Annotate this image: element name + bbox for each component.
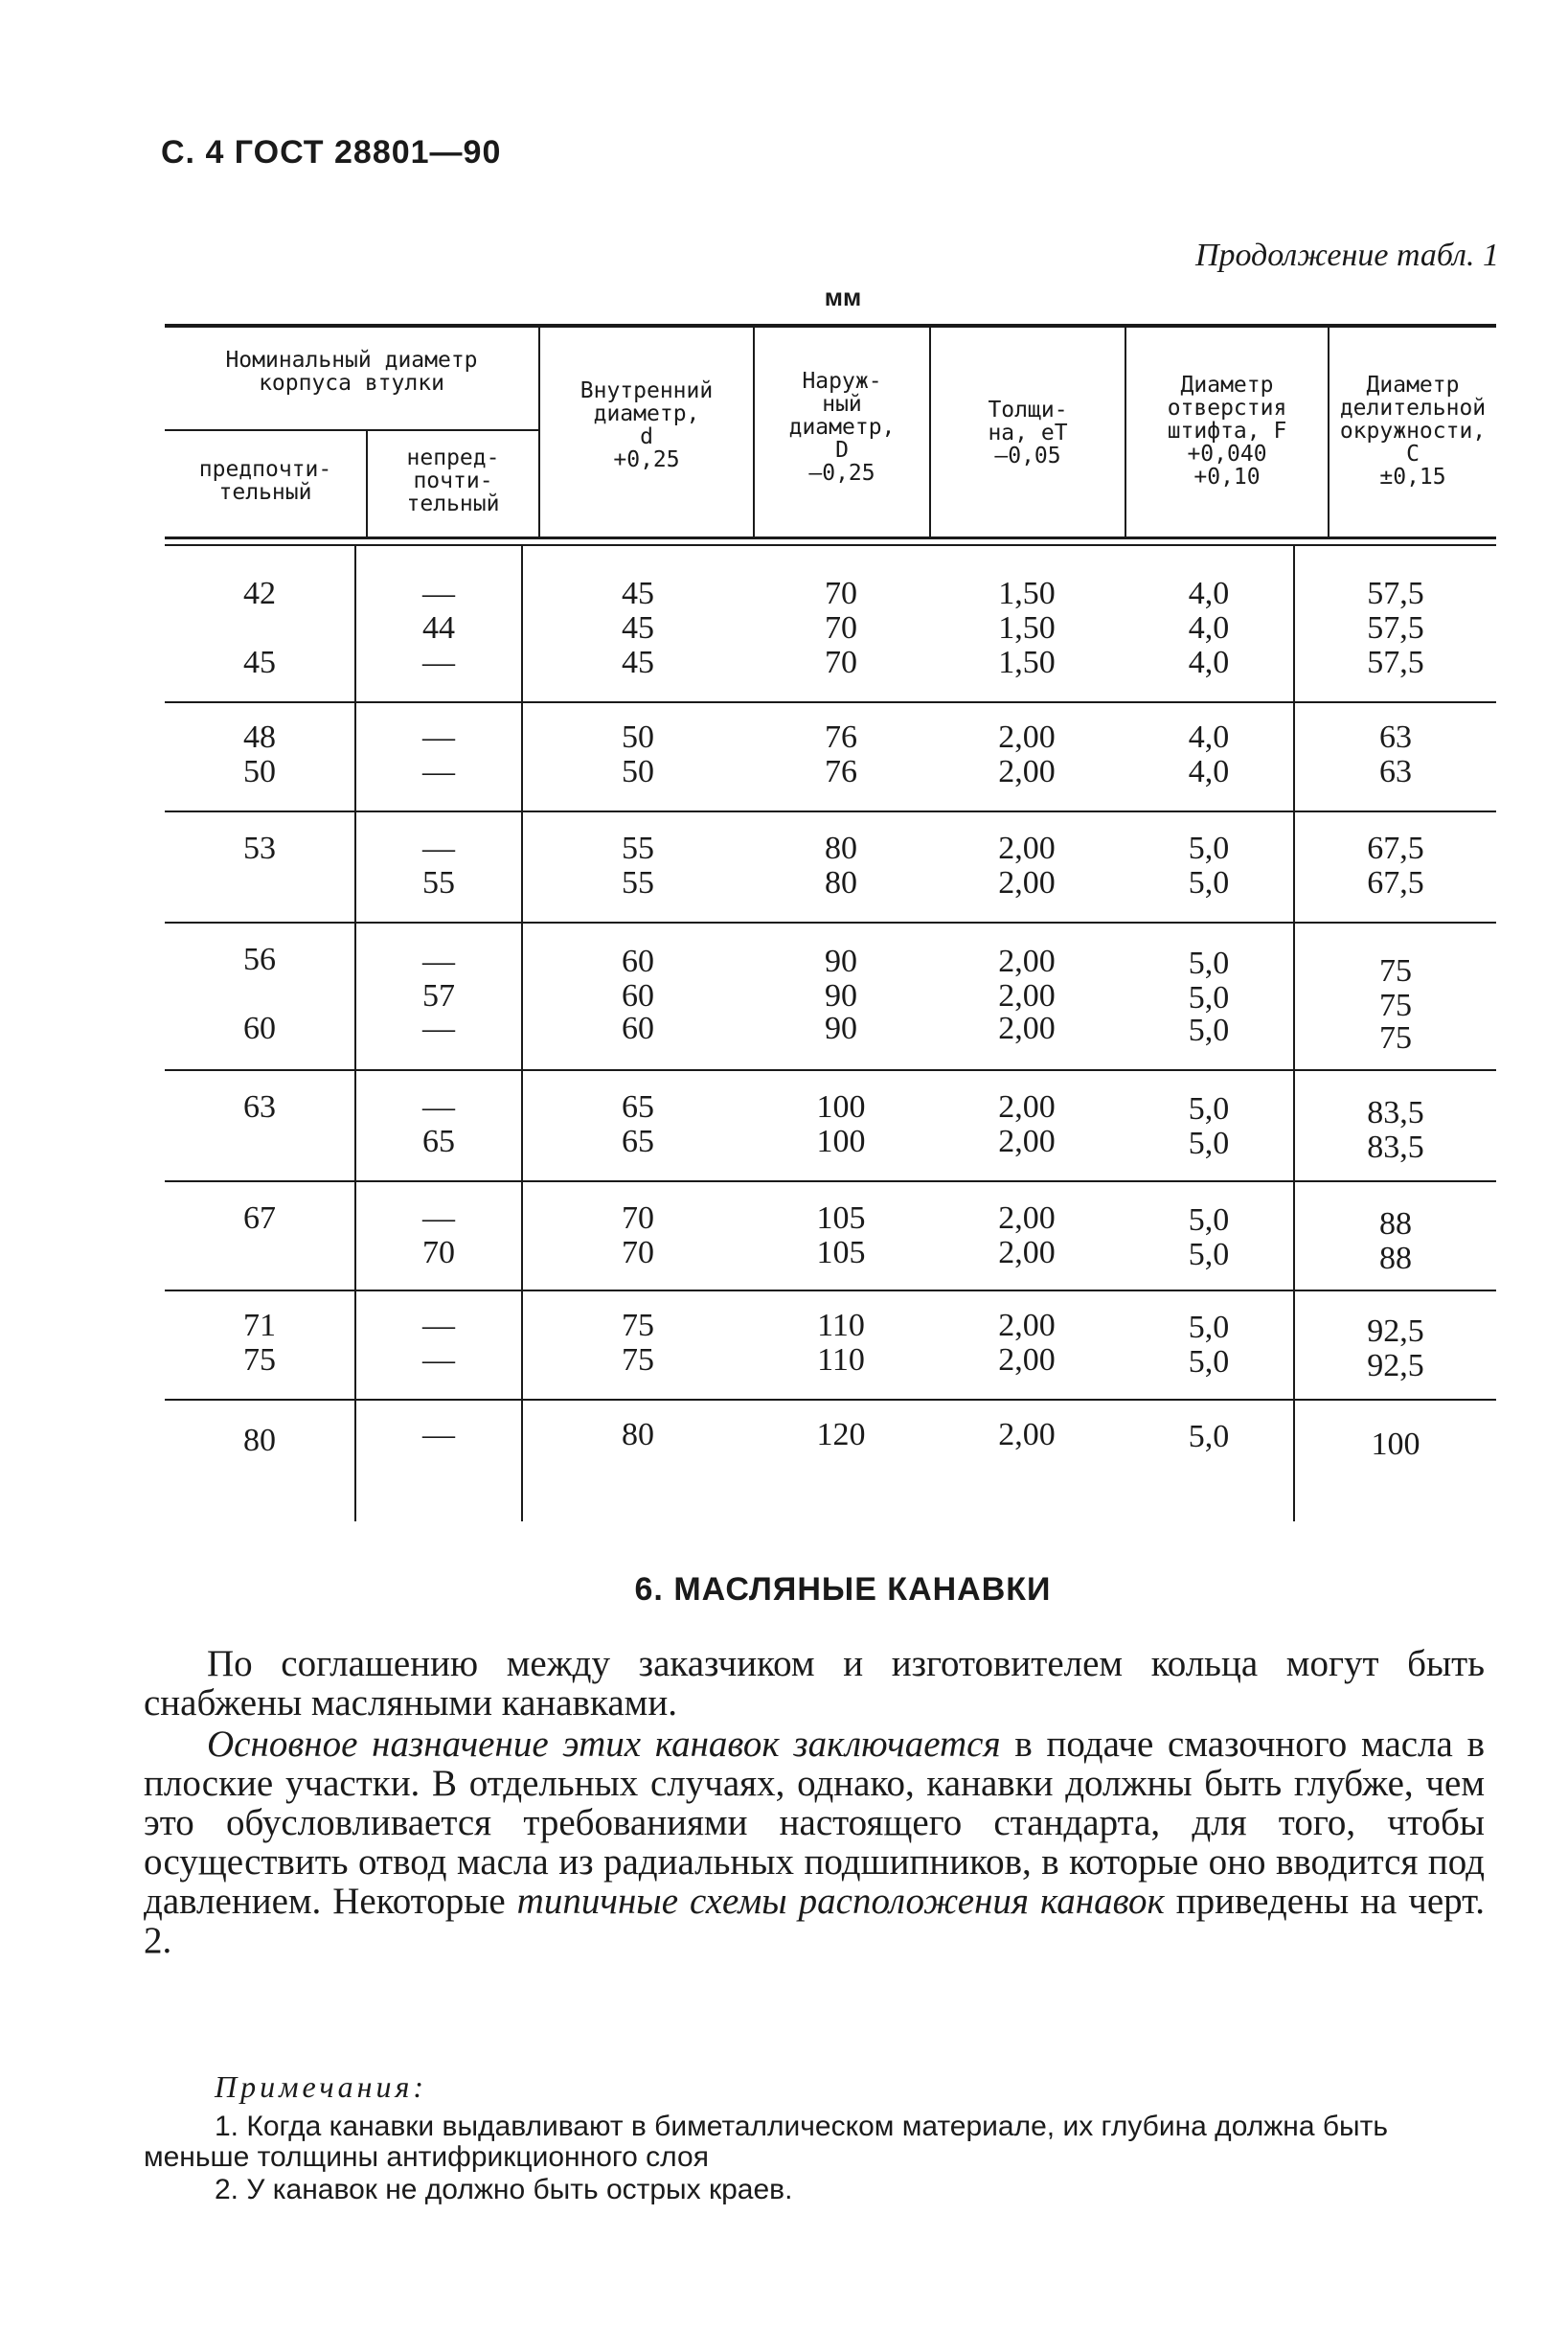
cell-pin-diameter: 5,0 [1188,1091,1230,1127]
cell-outer-diameter: 90 [825,944,857,979]
cell-pitch-diameter: 57,5 [1367,576,1424,611]
cell-thickness: 2,00 [998,1308,1056,1343]
cell-preferred: 50 [243,754,276,789]
paragraph-2-italic-phrase: типичные схемы расположения канавок [516,1881,1165,1922]
cell-thickness: 1,50 [998,610,1056,646]
cell-outer-diameter: 76 [825,754,857,789]
cell-inner-diameter: 60 [622,1011,654,1046]
cell-pitch-diameter: 100 [1371,1427,1420,1462]
cell-preferred: 75 [243,1342,276,1378]
header-nominal-diameter: Номинальный диаметр корпуса втулки [225,348,478,396]
cell-non-preferred: — [422,1342,455,1378]
cell-thickness: 2,00 [998,865,1056,901]
cell-thickness: 1,50 [998,645,1056,680]
cell-inner-diameter: 45 [622,610,654,646]
cell-non-preferred: 44 [422,610,455,646]
cell-pitch-diameter: 88 [1379,1206,1412,1242]
cell-preferred: 48 [243,719,276,755]
cell-thickness: 2,00 [998,754,1056,789]
cell-non-preferred: — [422,719,455,755]
cell-thickness: 2,00 [998,978,1056,1014]
cell-non-preferred: — [422,1308,455,1343]
cell-outer-diameter: 100 [816,1124,866,1159]
header-divider [538,328,540,537]
cell-outer-diameter: 110 [817,1308,865,1343]
cell-pin-diameter: 5,0 [1188,1237,1230,1272]
group-separator [165,1069,1496,1071]
cell-inner-diameter: 55 [622,865,654,901]
cell-pitch-diameter: 92,5 [1367,1313,1424,1349]
cell-non-preferred: — [422,576,455,611]
cell-pitch-diameter: 63 [1379,754,1412,789]
cell-inner-diameter: 65 [622,1124,654,1159]
header-non-preferred: непред- почти- тельный [406,445,500,516]
cell-thickness: 2,00 [998,1235,1056,1270]
cell-outer-diameter: 105 [816,1200,866,1236]
cell-pin-diameter: 5,0 [1188,1126,1230,1161]
cell-pitch-diameter: 63 [1379,719,1412,755]
cell-pin-diameter: 5,0 [1188,865,1230,901]
cell-pitch-diameter: 88 [1379,1241,1412,1276]
paragraph-2-end: приведены на черт. 2. [144,1881,1485,1961]
cell-outer-diameter: 80 [825,865,857,901]
cell-thickness: 2,00 [998,1089,1056,1125]
cell-preferred: 80 [243,1423,276,1458]
paragraph-2-body: в подаче смазочного масла в плоские участки. В отдельных случаях, однако, канавки должны быть глубже, чем это обусловливается требованиями настоящего стандарта, для того, чтобы осуществить отвод масла из радиальных подшипников, в которые оно вводится под давлением. Некоторые [144,1724,1486,1922]
paragraph-1: По соглашению между заказчиком и изготовителем кольца могут быть снабжены масляными канавками. [144,1643,1485,1724]
note-item: 1. Когда канавки выдавливают в биметаллическом материале, их глубина должна быть меньше толщины антифрикционного слоя [144,2111,1388,2173]
cell-pin-diameter: 4,0 [1188,754,1230,789]
cell-pin-diameter: 5,0 [1188,1344,1230,1380]
cell-non-preferred: 65 [422,1124,455,1159]
header-outer-diameter: Наруж- ный диаметр, D —0,25 [788,369,896,486]
cell-outer-diameter: 110 [817,1342,865,1378]
header-sub-rule [165,429,538,431]
cell-outer-diameter: 80 [825,831,857,866]
notes-title: Примечания: [215,2069,427,2104]
cell-pin-diameter: 5,0 [1188,831,1230,866]
table-top-rule [165,324,1496,328]
cell-preferred: 53 [243,831,276,866]
header-divider [1125,328,1126,537]
cell-non-preferred: 57 [422,978,455,1014]
cell-preferred: 60 [243,1011,276,1046]
group-separator [165,1180,1496,1182]
cell-inner-diameter: 75 [622,1308,654,1343]
cell-pitch-diameter: 83,5 [1367,1095,1424,1130]
cell-outer-diameter: 100 [816,1089,866,1125]
cell-inner-diameter: 50 [622,719,654,755]
cell-pin-diameter: 5,0 [1188,946,1230,981]
units-label: мм [824,283,862,311]
cell-pitch-diameter: 83,5 [1367,1130,1424,1165]
cell-pitch-diameter: 92,5 [1367,1348,1424,1383]
cell-inner-diameter: 60 [622,978,654,1014]
cell-thickness: 2,00 [998,831,1056,866]
cell-non-preferred: — [422,1089,455,1125]
cell-inner-diameter: 75 [622,1342,654,1378]
cell-non-preferred: 55 [422,865,455,901]
cell-preferred: 42 [243,576,276,611]
cell-inner-diameter: 70 [622,1200,654,1236]
cell-outer-diameter: 76 [825,719,857,755]
cell-preferred: 45 [243,645,276,680]
cell-non-preferred: — [422,1417,455,1452]
cell-non-preferred: — [422,1011,455,1046]
cell-inner-diameter: 65 [622,1089,654,1125]
cell-pitch-diameter: 75 [1379,988,1412,1023]
cell-pin-diameter: 4,0 [1188,645,1230,680]
cell-pin-diameter: 4,0 [1188,576,1230,611]
cell-inner-diameter: 50 [622,754,654,789]
cell-pitch-diameter: 67,5 [1367,865,1424,901]
group-separator [165,811,1496,812]
header-preferred: предпочти- тельный [198,457,332,505]
cell-outer-diameter: 70 [825,610,857,646]
cell-outer-diameter: 105 [816,1235,866,1270]
cell-non-preferred: — [422,754,455,789]
cell-thickness: 1,50 [998,576,1056,611]
cell-thickness: 2,00 [998,1011,1056,1046]
header-divider [929,328,931,537]
group-separator [165,922,1496,924]
cell-pin-diameter: 5,0 [1188,1202,1230,1238]
cell-preferred: 56 [243,942,276,977]
cell-pin-diameter: 5,0 [1188,1013,1230,1048]
page-header: С. 4 ГОСТ 28801—90 [161,134,502,171]
header-divider [1328,328,1329,537]
cell-pin-diameter: 5,0 [1188,1419,1230,1454]
cell-pin-diameter: 4,0 [1188,719,1230,755]
cell-outer-diameter: 90 [825,978,857,1014]
cell-inner-diameter: 45 [622,576,654,611]
cell-preferred: 71 [243,1308,276,1343]
cell-pin-diameter: 5,0 [1188,1310,1230,1345]
header-divider [366,431,368,537]
dimensions-table [165,324,1496,1521]
section-title: 6. МАСЛЯНЫЕ КАНАВКИ [634,1571,1052,1608]
cell-thickness: 2,00 [998,719,1056,755]
cell-outer-diameter: 120 [816,1417,866,1452]
cell-non-preferred: — [422,645,455,680]
cell-preferred: 63 [243,1089,276,1125]
cell-pitch-diameter: 57,5 [1367,645,1424,680]
cell-outer-diameter: 70 [825,645,857,680]
cell-thickness: 2,00 [998,1200,1056,1236]
cell-pitch-diameter: 57,5 [1367,610,1424,646]
header-pitch-diameter: Диаметр делительной окружности, C ±0,15 [1339,373,1487,490]
cell-thickness: 2,00 [998,1417,1056,1452]
cell-non-preferred: — [422,1200,455,1236]
cell-pin-diameter: 4,0 [1188,610,1230,646]
note-item: 2. У канавок не должно быть острых краев. [215,2174,793,2205]
cell-thickness: 2,00 [998,1124,1056,1159]
table-continuation-label: Продолжение табл. 1 [1194,238,1499,273]
cell-thickness: 2,00 [998,944,1056,979]
cell-pitch-diameter: 75 [1379,953,1412,989]
group-separator [165,701,1496,703]
cell-inner-diameter: 70 [622,1235,654,1270]
cell-thickness: 2,00 [998,1342,1056,1378]
cell-inner-diameter: 45 [622,645,654,680]
cell-inner-diameter: 80 [622,1417,654,1452]
cell-non-preferred: — [422,831,455,866]
paragraph-2 [144,1724,1485,1960]
cell-pin-diameter: 5,0 [1188,980,1230,1016]
cell-inner-diameter: 55 [622,831,654,866]
group-separator [165,1290,1496,1291]
header-pin-hole-diameter: Диаметр отверстия штифта, F +0,040 +0,10 [1167,373,1287,490]
header-thickness: Толщи- на, eT —0,05 [988,398,1068,468]
cell-pitch-diameter: 67,5 [1367,831,1424,866]
cell-non-preferred: 70 [422,1235,455,1270]
cell-inner-diameter: 60 [622,944,654,979]
cell-non-preferred: — [422,944,455,979]
header-divider [753,328,755,537]
cell-outer-diameter: 70 [825,576,857,611]
cell-pitch-diameter: 75 [1379,1020,1412,1056]
header-separator-rule-2 [165,544,1496,546]
cell-preferred: 67 [243,1200,276,1236]
paragraph-2-italic-lead: Основное назначение этих канавок заключается [207,1724,1001,1765]
header-separator-rule [165,537,1496,539]
header-inner-diameter: Внутренний диаметр, d +0,25 [579,378,714,472]
group-separator [165,1399,1496,1401]
cell-outer-diameter: 90 [825,1011,857,1046]
